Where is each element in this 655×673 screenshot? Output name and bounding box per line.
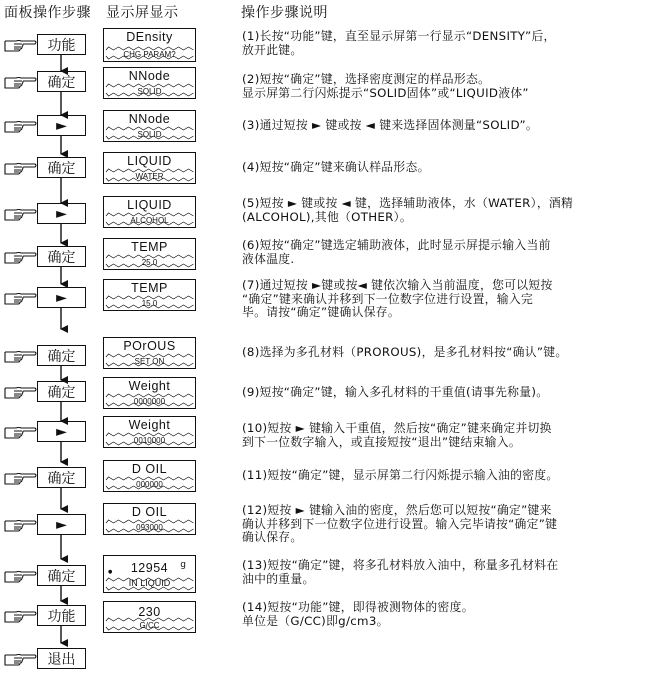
display-line1: 12954 (130, 561, 169, 575)
step-description: (4)短按“确定”键来确认样品形态。 (242, 160, 430, 174)
step-description: (12)短按 ► 键输入油的密度，然后您可以短按“确定”键来 确认并移到下一位数字位进行设置。输入完毕请按“确定”键 确认保存。 (242, 503, 558, 544)
pointing-hand-icon (4, 516, 38, 534)
display-line1: LIQUID (127, 198, 172, 212)
display-line2: 15.0 (141, 299, 158, 308)
key-confirm[interactable]: 确定 (37, 345, 86, 366)
pointing-hand-icon (4, 567, 38, 585)
display-line1: NNode (128, 69, 171, 83)
key-exit[interactable]: 退出 (37, 648, 86, 669)
display-dot: ● (108, 569, 113, 575)
display-line1: D OIL (131, 462, 168, 476)
key-right[interactable]: ► (37, 287, 86, 308)
step-description: (1)长按“功能”键，直至显示屏第一行显示“DENSITY”后， 放开此键。 (242, 29, 556, 57)
key-function[interactable]: 功能 (37, 605, 86, 626)
display-screen (103, 337, 196, 369)
pointing-hand-icon (4, 117, 38, 135)
key-confirm[interactable]: 确定 (37, 246, 86, 267)
display-line2: 0000000 (133, 397, 166, 406)
step-description: (5)短按 ► 键或按 ◄ 键，选择辅助液体，水（WATER），酒精 (ALCOHOL),其他（OTHER）。 (242, 196, 574, 224)
display-line2: SOLID (137, 87, 162, 96)
key-right[interactable]: ► (37, 115, 86, 136)
display-screen (103, 196, 196, 228)
key-confirm[interactable]: 确定 (37, 467, 86, 488)
display-screen (103, 28, 196, 62)
step-description: (7)通过短按 ►键或按◄ 键依次输入当前温度，您可以短按 “确定”键来确认并移到下一位数字位进行设置，输入完 毕。请按“确定”键确认保存。 (242, 278, 553, 319)
display-line2: CHG PARAM? (123, 50, 176, 59)
display-line1: 230 (138, 605, 161, 619)
step-description: (3)通过短按 ► 键或按 ◄ 键来选择固体测量“SOLID”。 (242, 118, 539, 132)
display-line1: TEMP (131, 281, 168, 295)
pointing-hand-icon (4, 607, 38, 625)
header-description: 操作步骤说明 (241, 5, 328, 21)
display-line1: NNode (128, 112, 171, 126)
step-description: (14)短按“功能”键，即得被测物体的密度。 单位是（G/CC)即g/cm3。 (242, 600, 474, 628)
display-line1: TEMP (131, 240, 168, 254)
display-screen (103, 503, 196, 535)
step-description: (9)短按“确定”键，输入多孔材料的干重值(请事先称量)。 (242, 385, 549, 399)
display-screen (103, 152, 196, 184)
display-line1: D OIL (131, 505, 168, 519)
pointing-hand-icon (4, 248, 38, 266)
step-description: (6)短按“确定”键选定辅助液体，此时显示屏提示输入当前 液体温度. (242, 238, 551, 266)
pointing-hand-icon (4, 347, 38, 365)
step-description: (2)短按“确定”键，选择密度测定的样品形态。 显示屏第二行闪烁提示“SOLID固体”或“LIQUID液体” (242, 72, 529, 100)
step-description: (11)短按“确定”键，显示屏第二行闪烁提示输入油的密度。 (242, 468, 559, 482)
pointing-hand-icon (4, 159, 38, 177)
display-line2: G/CC (139, 621, 160, 630)
display-line1: DEnsity (126, 30, 173, 44)
display-line1: POrOUS (123, 339, 176, 353)
header-display: 显示屏显示 (106, 5, 179, 21)
step-description: (13)短按“确定”键，将多孔材料放入油中，称量多孔材料在 油中的重量。 (242, 558, 559, 586)
key-confirm[interactable]: 确定 (37, 565, 86, 586)
display-line2: WATER (135, 172, 164, 181)
pointing-hand-icon (4, 423, 38, 441)
display-screen (103, 110, 196, 142)
pointing-hand-icon (4, 383, 38, 401)
pointing-hand-icon (4, 650, 38, 668)
key-function[interactable]: 功能 (37, 34, 86, 55)
pointing-hand-icon (4, 289, 38, 307)
display-line1: LIQUID (127, 154, 172, 168)
display-screen (103, 279, 196, 311)
key-right[interactable]: ► (37, 203, 86, 224)
display-screen (103, 555, 196, 593)
pointing-hand-icon (4, 469, 38, 487)
step-description: (10)短按 ► 键输入干重值，然后按“确定”键来确定并切换 到下一位数字输入，或直接短按“退出”键结束输入。 (242, 421, 552, 449)
key-confirm[interactable]: 确定 (37, 157, 86, 178)
display-screen (103, 416, 196, 448)
display-screen (103, 377, 196, 409)
key-right[interactable]: ► (37, 514, 86, 535)
display-line1: Weight (128, 418, 171, 432)
display-line2: SET ON (134, 357, 165, 366)
display-line2: ALCOHOL (130, 216, 169, 225)
display-screen (103, 601, 196, 633)
key-confirm[interactable]: 确定 (37, 381, 86, 402)
display-unit: g (180, 560, 186, 570)
display-line2: 25.0 (141, 258, 158, 267)
display-line2: SOLID (137, 130, 162, 139)
display-line2: 0010000 (133, 436, 166, 445)
display-screen (103, 238, 196, 270)
display-line2: 093000 (136, 523, 163, 532)
display-line1: Weight (128, 379, 171, 393)
display-line2: 000000 (136, 480, 163, 489)
pointing-hand-icon (4, 73, 38, 91)
key-right[interactable]: ► (37, 421, 86, 442)
display-screen (103, 460, 196, 492)
display-line2: IN LIQUID (128, 578, 171, 588)
pointing-hand-icon (4, 205, 38, 223)
key-confirm[interactable]: 确定 (37, 71, 86, 92)
display-screen (103, 67, 196, 99)
step-description: (8)选择为多孔材料（PRОROUS)，是多孔材料按“确认”键。 (242, 345, 568, 359)
pointing-hand-icon (4, 36, 38, 54)
header-panel: 面板操作步骤 (4, 5, 91, 21)
